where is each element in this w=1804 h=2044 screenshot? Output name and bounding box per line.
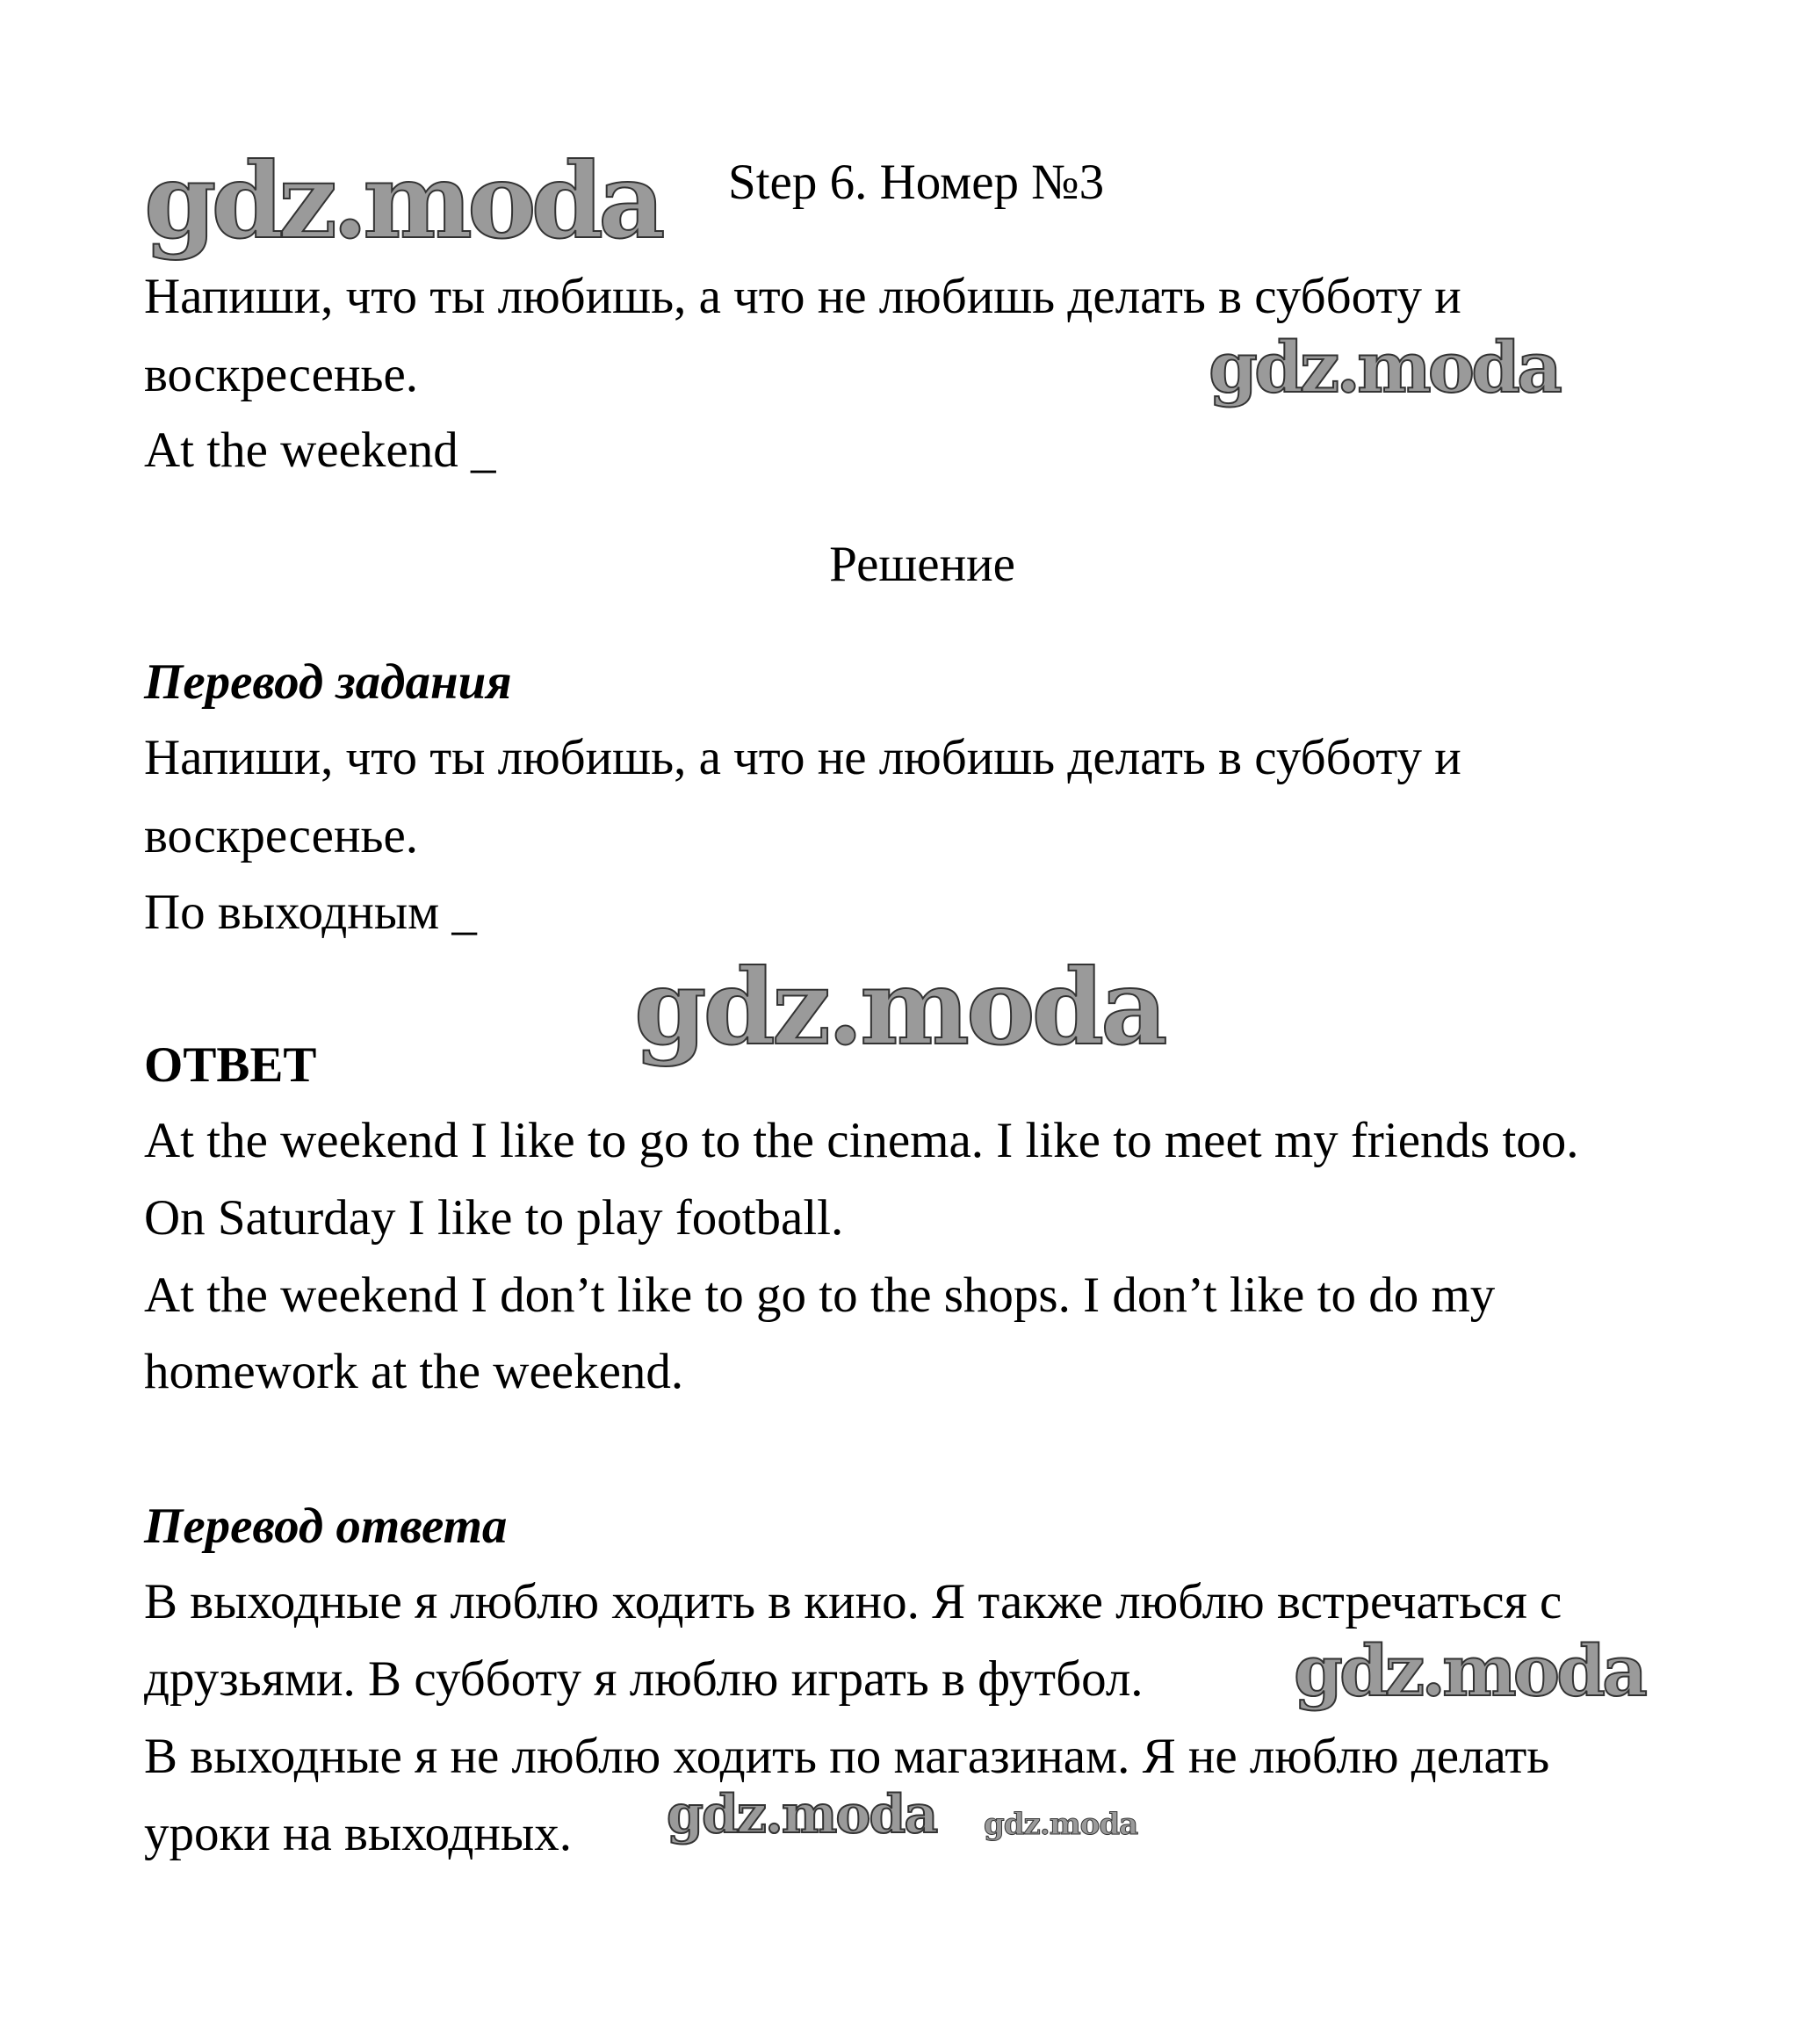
solution-heading: Решение bbox=[829, 537, 1015, 592]
answer-translation-line: друзьями. В субботу я люблю играть в футбол. bbox=[144, 1651, 1144, 1707]
task-line: At the weekend _ bbox=[144, 423, 496, 478]
watermark-logo: gdz.moda bbox=[984, 1807, 1138, 1842]
answer-heading: ОТВЕТ bbox=[144, 1037, 317, 1093]
watermark-logo: gdz.moda bbox=[667, 1784, 937, 1845]
answer-translation-heading: Перевод ответа bbox=[144, 1499, 508, 1554]
answer-translation-line: В выходные я не люблю ходить по магазинам. Я не люблю делать bbox=[144, 1729, 1550, 1784]
watermark-logo: gdz.moda bbox=[634, 946, 1165, 1068]
answer-translation-line: В выходные я люблю ходить в кино. Я также люблю встречаться с bbox=[144, 1574, 1562, 1629]
answer-line: homework at the weekend. bbox=[144, 1344, 684, 1399]
task-translation-line: воскресенье. bbox=[144, 808, 418, 863]
watermark-logo: gdz.moda bbox=[1209, 326, 1559, 408]
task-translation-heading: Перевод задания bbox=[144, 654, 512, 710]
task-translation-line: По выходным _ bbox=[144, 885, 477, 940]
task-line: Напиши, что ты любишь, а что не любишь делать в субботу и bbox=[144, 269, 1461, 324]
watermark-logo: gdz.moda bbox=[1294, 1629, 1644, 1712]
task-line: воскресенье. bbox=[144, 347, 418, 402]
page-title: Step 6. Номер №3 bbox=[728, 155, 1105, 210]
answer-line: At the weekend I don’t like to go to the shops. I don’t like to do my bbox=[144, 1268, 1496, 1323]
answer-line: On Saturday I like to play football. bbox=[144, 1190, 844, 1246]
answer-translation-line: уроки на выходных. bbox=[144, 1806, 572, 1861]
watermark-logo: gdz.moda bbox=[144, 140, 660, 262]
task-translation-line: Напиши, что ты любишь, а что не любишь делать в субботу и bbox=[144, 730, 1461, 785]
answer-line: At the weekend I like to go to the cinema. I like to meet my friends too. bbox=[144, 1113, 1579, 1168]
